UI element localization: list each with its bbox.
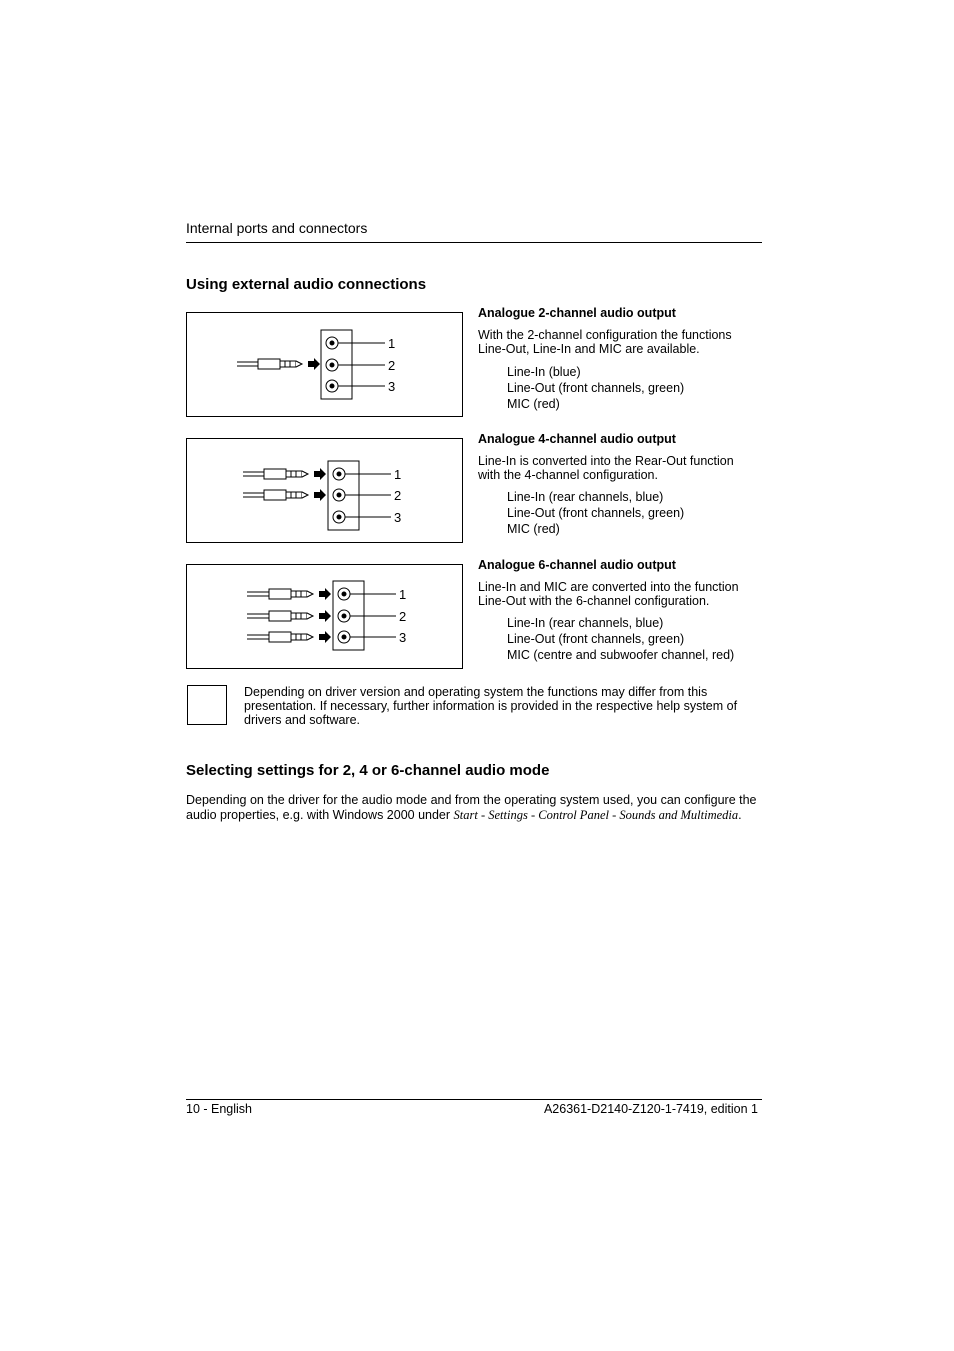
list-item: Line-Out (front channels, green) — [507, 632, 685, 646]
note-icon — [187, 685, 227, 725]
connector-diagram-2ch — [187, 313, 464, 418]
list-item: Line-In (blue) — [507, 365, 581, 379]
body-text: Depending on the driver for the audio mode and from the operating system used, you can configure the audio properties, e.g. with Windows 2000 under — [186, 793, 757, 822]
footer-page-number: 10 - English — [186, 1102, 253, 1116]
section-title-external-audio: Using external audio connections — [186, 276, 427, 293]
arrow-icon — [319, 631, 331, 643]
note-text: Depending on driver version and operating system the functions may differ from this presentation. If necessary, further information is provided in the respective help system of drivers and software. — [244, 685, 738, 727]
footer-rule — [186, 1099, 762, 1100]
body-text-end: . — [738, 807, 742, 822]
block-title-4ch: Analogue 4-channel audio output — [478, 432, 676, 446]
block-text-2ch: With the 2-channel configuration the functions Line-Out, Line-In and MIC are available. — [478, 328, 732, 356]
running-header: Internal ports and connectors — [186, 220, 368, 236]
arrow-icon — [314, 489, 326, 501]
arrow-icon — [314, 468, 326, 480]
connector-diagram-6ch — [187, 565, 464, 670]
section-title-channel-mode: Selecting settings for 2, 4 or 6-channel audio mode — [186, 762, 550, 779]
block-text-4ch: Line-In is converted into the Rear-Out function with the 4-channel configuration. — [478, 454, 734, 482]
block-text-6ch: Line-In and MIC are converted into the function Line-Out with the 6-channel configuration. — [478, 580, 739, 608]
menu-path: Start - Settings - Control Panel - Sounds and Multimedia — [453, 807, 739, 822]
block-title-2ch: Analogue 2-channel audio output — [478, 306, 676, 320]
callout-1: 1 — [394, 467, 402, 482]
callout-3: 3 — [394, 510, 402, 525]
arrow-icon — [319, 588, 331, 600]
callout-1: 1 — [399, 587, 407, 602]
section-body-channel-mode — [186, 793, 762, 822]
block-list-2ch — [507, 364, 684, 412]
footer-document-id: A26361-D2140-Z120-1-7419, edition 1 — [543, 1102, 758, 1116]
block-title-6ch: Analogue 6-channel audio output — [478, 558, 676, 572]
callout-3: 3 — [388, 379, 396, 394]
block-list-4ch — [507, 489, 684, 537]
callout-2: 2 — [399, 609, 407, 624]
list-item: Line-In (rear channels, blue) — [507, 490, 664, 504]
figure-4-channel — [186, 438, 463, 543]
callout-1: 1 — [388, 336, 396, 351]
arrow-icon — [308, 358, 320, 370]
list-item: MIC (red) — [507, 522, 560, 536]
list-item: Line-Out (front channels, green) — [507, 506, 685, 520]
figure-6-channel — [186, 564, 463, 669]
connector-diagram-4ch — [187, 439, 464, 544]
arrow-icon — [319, 610, 331, 622]
list-item: MIC (red) — [507, 397, 560, 411]
block-list-6ch — [507, 615, 734, 663]
callout-2: 2 — [394, 488, 402, 503]
list-item: Line-Out (front channels, green) — [507, 381, 685, 395]
header-rule — [186, 242, 762, 243]
list-item: Line-In (rear channels, blue) — [507, 616, 664, 630]
callout-2: 2 — [388, 358, 396, 373]
figure-2-channel — [186, 312, 463, 417]
list-item: MIC (centre and subwoofer channel, red) — [507, 648, 735, 662]
callout-3: 3 — [399, 630, 407, 645]
